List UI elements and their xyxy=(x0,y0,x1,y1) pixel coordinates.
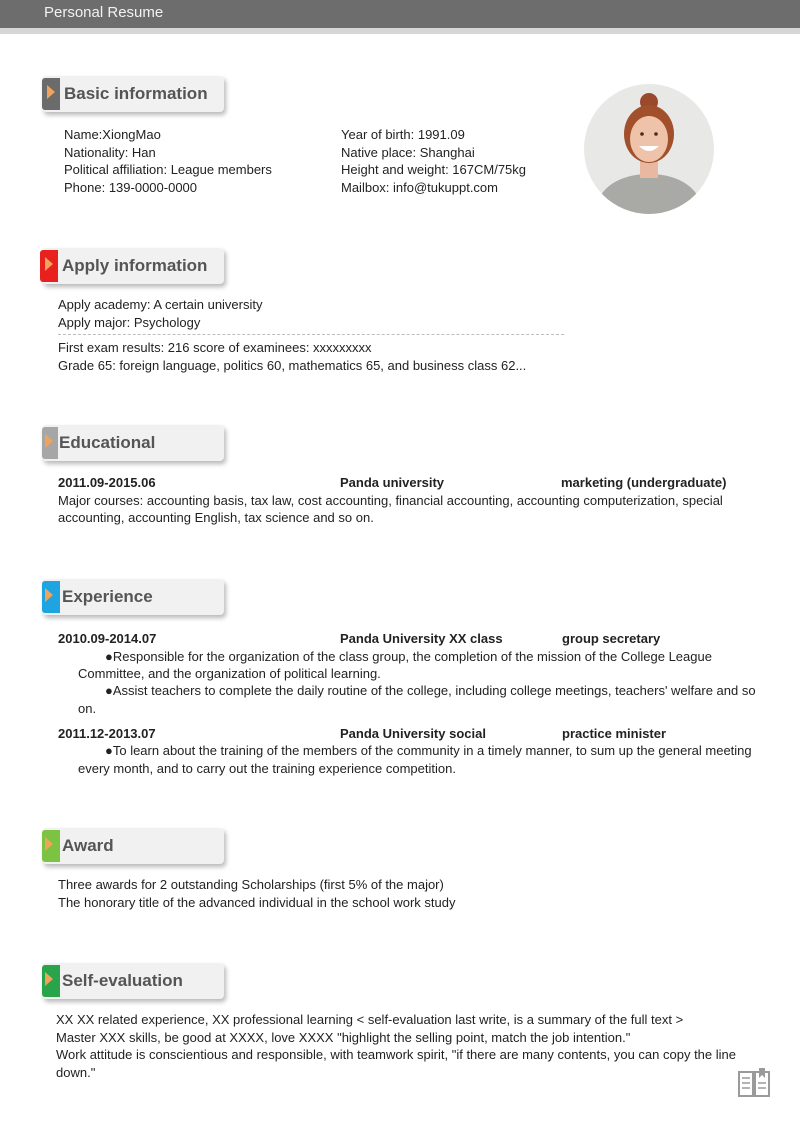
section-header-education xyxy=(42,425,224,461)
apply-academy: Apply academy: A certain university xyxy=(58,297,263,312)
document-title: Personal Resume xyxy=(44,4,164,21)
experience-org: Panda University social xyxy=(340,726,486,741)
basic-mailbox: Mailbox: info@tukuppt.com xyxy=(341,179,498,195)
section-header-apply xyxy=(42,248,224,284)
basic-phone: Phone: 139-0000-0000 xyxy=(64,179,198,195)
experience-bullet: ●Responsible for the organization of the class group, the completion of the mission of the College League Committee, and the organization of political learning. xyxy=(78,648,712,681)
education-school: Panda university xyxy=(340,475,445,490)
award-line: The honorary title of the advanced individual in the school work study xyxy=(58,894,456,910)
self-line: Master XXX skills, be good at XXXX, love XXXX "highlight the selling point, match the job intention." xyxy=(56,1029,631,1045)
chevron-right-icon xyxy=(45,837,53,851)
apply-major: Apply major: Psychology xyxy=(58,314,201,330)
section-header-self-evaluation xyxy=(42,963,224,999)
section-header-experience xyxy=(42,579,224,615)
education-period: 2011.09-2015.06 xyxy=(58,475,156,490)
experience-period: 2011.12-2013.07 xyxy=(58,726,156,741)
chevron-right-icon xyxy=(45,972,53,986)
profile-photo xyxy=(584,84,714,214)
chevron-right-icon xyxy=(45,257,53,271)
basic-name: Name:XiongMao xyxy=(64,127,161,142)
section-title: Apply information xyxy=(62,256,208,275)
section-title: Experience xyxy=(62,587,153,606)
self-line: XX XX related experience, XX professional learning < self-evaluation last write, is a summary of the full text > xyxy=(56,1012,684,1027)
education-courses: Major courses: accounting basis, tax law, cost accounting, financial accounting, accounting computerization, special accounting, accounting English, tax science and so on. xyxy=(58,492,723,525)
apply-results: First exam results: 216 score of examinees: xxxxxxxxx xyxy=(58,340,372,355)
experience-bullet: ●To learn about the training of the members of the community in a timely manner, to sum up the general meeting every month, and to carry out the training experience competition. xyxy=(78,743,752,776)
chevron-right-icon xyxy=(47,85,55,99)
section-title: Basic information xyxy=(64,84,208,103)
divider xyxy=(58,334,564,335)
top-bar-strip xyxy=(0,28,800,34)
experience-bullet: ●Assist teachers to complete the daily routine of the college, including college meetings, teachers' welfare and so on. xyxy=(78,683,756,716)
self-line: Work attitude is conscientious and responsible, with teamwork spirit, "if there are many contents, you can copy the line down." xyxy=(56,1047,736,1080)
basic-height-weight: Height and weight: 167CM/75kg xyxy=(341,162,527,177)
basic-nationality: Nationality: Han xyxy=(64,144,156,160)
basic-native-place: Native place: Shanghai xyxy=(341,144,475,160)
chevron-right-icon xyxy=(45,588,53,602)
experience-period: 2010.09-2014.07 xyxy=(58,631,157,646)
experience-org: Panda University XX class xyxy=(340,631,503,646)
experience-role: practice minister xyxy=(562,726,667,741)
education-major: marketing (undergraduate) xyxy=(561,475,727,490)
section-title: Self-evaluation xyxy=(62,971,183,990)
experience-role: group secretary xyxy=(562,631,661,646)
book-icon xyxy=(736,1064,772,1100)
basic-political: Political affiliation: League members xyxy=(64,162,272,177)
section-header-award xyxy=(42,828,224,864)
section-title: Educational xyxy=(59,433,156,452)
apply-grade: Grade 65: foreign language, politics 60, mathematics 65, and business class 62... xyxy=(58,357,527,373)
award-line: Three awards for 2 outstanding Scholarships (first 5% of the major) xyxy=(58,877,444,892)
basic-birth: Year of birth: 1991.09 xyxy=(341,127,465,142)
chevron-right-icon xyxy=(45,434,53,448)
section-header-basic xyxy=(42,76,224,112)
section-title: Award xyxy=(62,836,114,855)
